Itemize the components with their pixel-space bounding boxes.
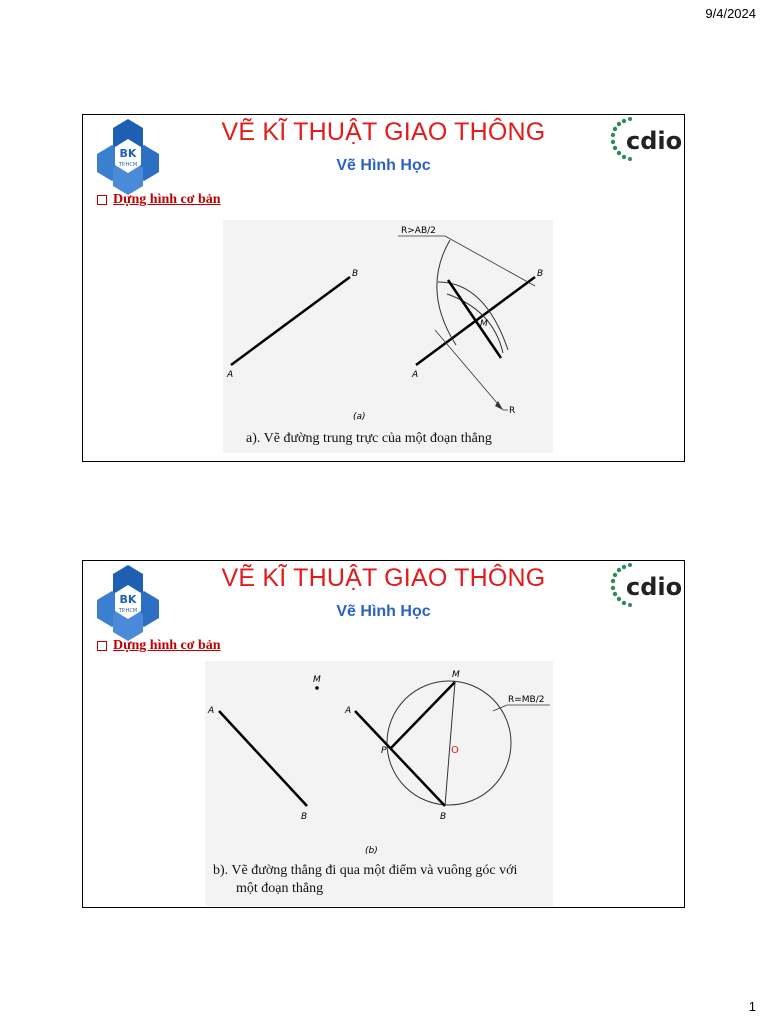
- label-a-right: A: [345, 706, 352, 716]
- label-b-left: B: [352, 269, 359, 279]
- label-a-left: A: [208, 706, 215, 716]
- label-r-bottom: R: [509, 406, 516, 416]
- bullet-text: Dựng hình cơ bản: [113, 192, 221, 207]
- bk-logo-subtext: TP.HCM: [118, 608, 138, 614]
- label-m-left: M: [313, 675, 321, 685]
- label-r: R=MB/2: [508, 695, 545, 705]
- label-r-top: R>AB/2: [401, 226, 436, 236]
- point-m-left: [315, 686, 319, 690]
- slide-title: VẼ KĨ THUẬT GIAO THÔNG: [221, 564, 546, 592]
- bk-logo-text: BK: [119, 147, 137, 160]
- leader-r: [493, 705, 507, 711]
- checkbox-bullet-icon: [97, 195, 107, 205]
- label-b-right: B: [537, 269, 544, 279]
- page-number: 1: [748, 999, 756, 1014]
- label-a-right: A: [412, 370, 419, 380]
- arc-from-a: [437, 240, 456, 345]
- perpendicular-mp: [391, 682, 455, 748]
- leader-r-bottom: [435, 330, 503, 410]
- label-b-left: B: [301, 812, 308, 822]
- figure-tag: (b): [365, 846, 378, 856]
- label-o: O: [451, 745, 459, 756]
- segment-ab-left: [219, 711, 307, 806]
- bk-logo-text: BK: [119, 593, 137, 606]
- bullet-item: [97, 638, 221, 654]
- figure-caption-line-2: một đoạn thẳng: [236, 881, 324, 896]
- bk-logo-subtext: TP.HCM: [118, 162, 138, 168]
- label-a-left: A: [227, 370, 234, 380]
- construction-circle: [387, 681, 511, 805]
- header-date: 9/4/2024: [705, 6, 756, 21]
- slide-1: [82, 114, 685, 462]
- slide-2: [82, 560, 685, 908]
- leader-r-top: [445, 236, 535, 286]
- perpendicular-bisector: [448, 280, 501, 358]
- label-m: M: [480, 319, 488, 329]
- label-p: P: [381, 746, 387, 756]
- bullet-text: Dựng hình cơ bản: [113, 638, 221, 653]
- checkbox-bullet-icon: [97, 641, 107, 651]
- segment-ab-right: [355, 711, 445, 806]
- bullet-item: [97, 192, 221, 208]
- cdio-logo-text: cdio: [626, 127, 683, 155]
- label-m-right: M: [452, 670, 460, 680]
- label-b-right: B: [440, 812, 447, 822]
- cdio-logo-text: cdio: [626, 573, 683, 601]
- slide-subtitle: Vẽ Hình Học: [336, 603, 431, 620]
- slide-subtitle: Vẽ Hình Học: [336, 157, 431, 174]
- figure-caption-line-1: b). Vẽ đường thẳng đi qua một điểm và vuông góc với: [213, 863, 518, 878]
- segment-ab-left: [231, 277, 350, 365]
- line-mb: [445, 682, 455, 806]
- slide-title: VẼ KĨ THUẬT GIAO THÔNG: [221, 118, 546, 146]
- figure-caption: a). Vẽ đường trung trực của một đoạn thẳng: [246, 431, 492, 446]
- figure-perpendicular-bisector: [223, 220, 553, 453]
- figure-tag: (a): [353, 412, 366, 422]
